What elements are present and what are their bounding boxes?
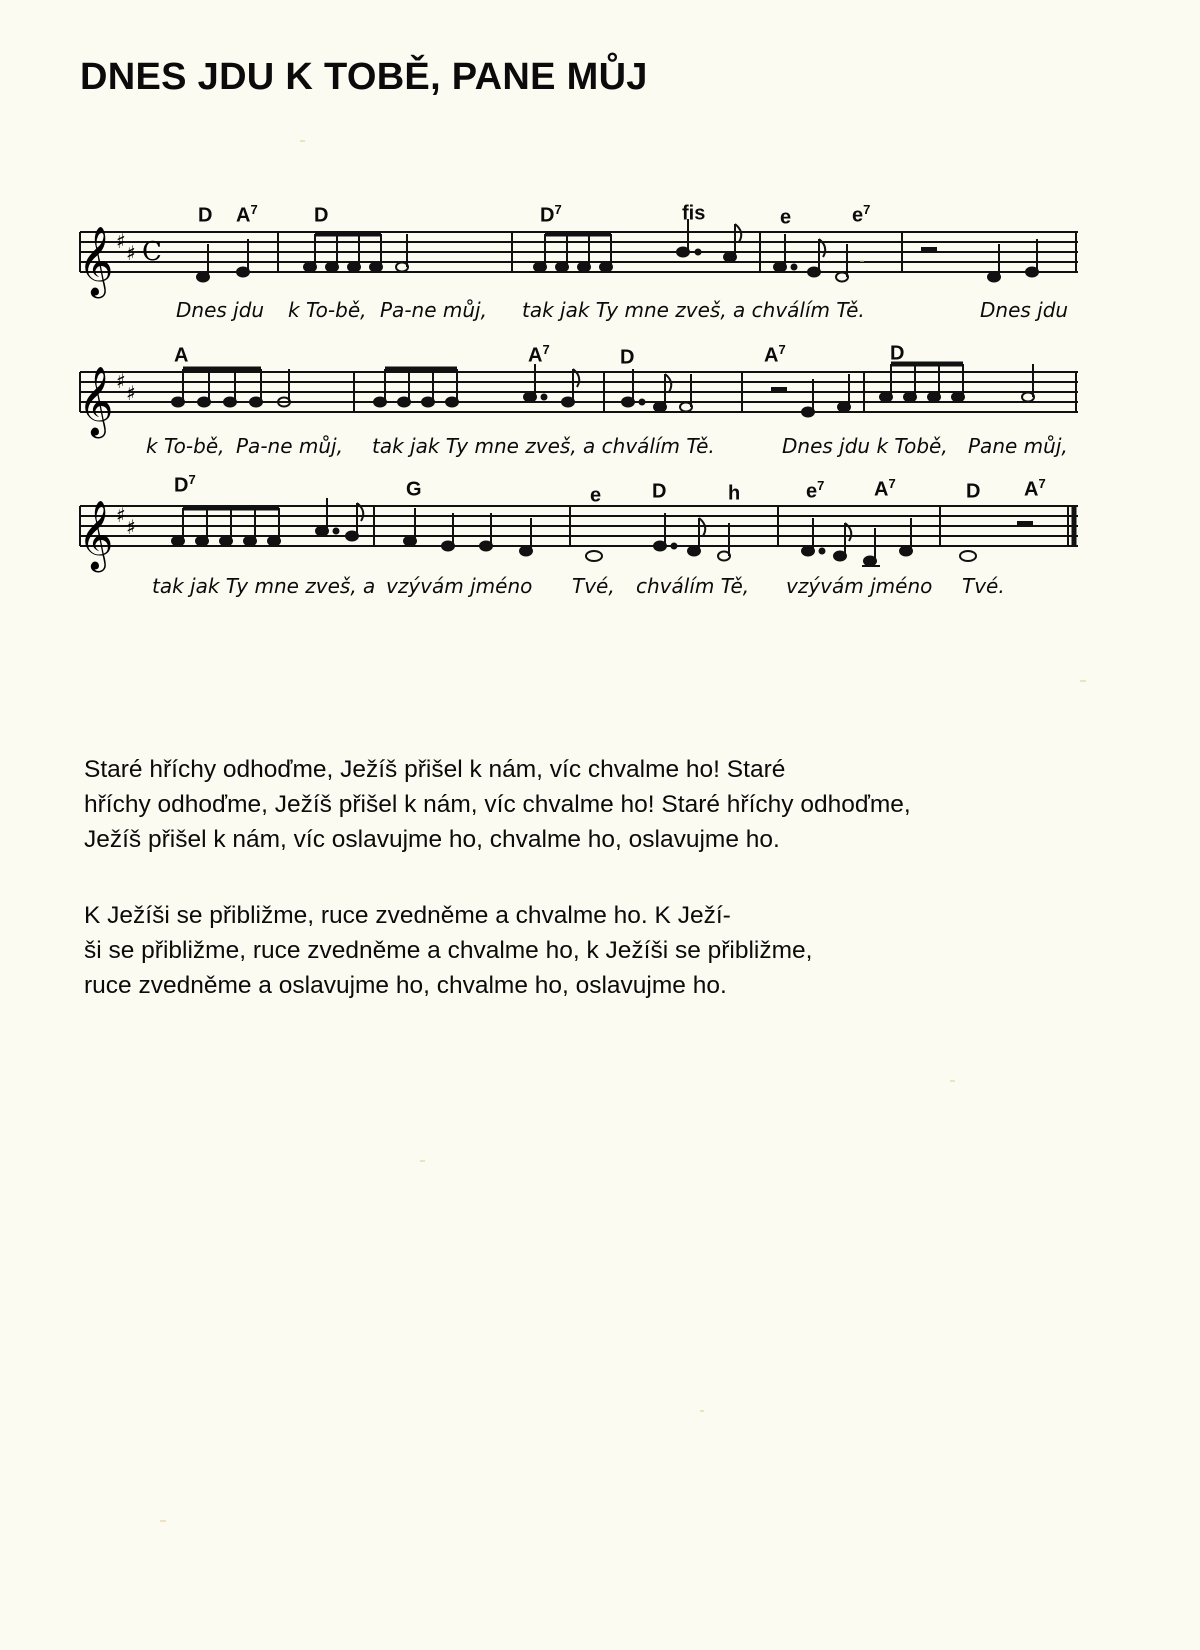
lyric-text: Pa-ne můj, [380, 298, 487, 322]
chord-label: D [198, 204, 213, 227]
paper-speck [700, 1410, 704, 1412]
chord-label: $A^7$ [528, 342, 550, 367]
verse-line: Ježíš přišel k nám, víc oslavujme ho, chvalme ho, oslavujme ho. [84, 826, 780, 853]
paper-speck [950, 1080, 955, 1082]
key-signature-sharp: ♯ [126, 381, 136, 405]
paper-speck [300, 140, 305, 142]
paper-speck [160, 1520, 166, 1522]
lyric-text: vzývám jméno [786, 574, 933, 598]
paper-speck [860, 260, 864, 262]
chord-label: h [728, 482, 741, 505]
verse-line: ši se přibližme, ruce zvedněme a chvalme ho, k Ježíši se přibližme, [84, 937, 813, 964]
lyric-text: Pane můj, [968, 434, 1068, 458]
key-signature-sharp: ♯ [116, 369, 126, 393]
key-signature-sharp: ♯ [116, 229, 126, 253]
treble-clef-icon: 𝄞 [78, 226, 114, 296]
lyric-text: Pa-ne můj, [236, 434, 343, 458]
lyric-text: Dnes jdu [176, 298, 265, 322]
chord-label: D [890, 342, 905, 365]
treble-clef-icon: 𝄞 [78, 366, 114, 436]
music-system-3 [70, 468, 1140, 618]
staff-2 [70, 336, 1140, 486]
chord-label: D [652, 480, 667, 503]
chord-label: $e^7$ [806, 478, 825, 503]
verse-line: Staré hříchy odhoďme, Ježíš přišel k nám, víc chvalme ho! Staré [84, 756, 786, 783]
chord-label: $A^7$ [874, 476, 896, 501]
music-system-2 [70, 336, 1140, 486]
chord-label: G [406, 478, 422, 501]
staff-1 [70, 196, 1140, 346]
paper-speck [420, 1160, 425, 1162]
lyric-text: Tvé, [572, 574, 615, 598]
verse-2 [84, 898, 1174, 1003]
key-signature-sharp: ♯ [126, 241, 136, 265]
lyric-text: chválím Tě, [636, 574, 750, 598]
verse-line: hříchy odhoďme, Ježíš přišel k nám, víc chvalme ho! Staré hříchy odhoďme, [84, 791, 911, 818]
time-signature: C [142, 237, 162, 267]
lyric-text: Dnes jdu k Tobě, [782, 434, 948, 458]
music-system-1 [70, 196, 1140, 346]
key-signature-sharp: ♯ [116, 503, 126, 527]
verse-line: K Ježíši se přibližme, ruce zvedněme a chvalme ho. K Ježí- [84, 902, 731, 929]
chord-label: $D^7$ [540, 202, 562, 227]
song-title: DNES JDU K TOBĚ, PANE MŮJ [80, 56, 648, 98]
lyric-text: k To-bě, [288, 298, 367, 322]
verse-line: ruce zvedněme a oslavujme ho, chvalme ho, oslavujme ho. [84, 972, 727, 999]
chord-label: A [174, 344, 189, 367]
chord-label: $A^7$ [1024, 476, 1046, 501]
chord-label: fis [682, 202, 706, 225]
lyric-text: k To-bě, [146, 434, 225, 458]
chord-label: D [966, 480, 981, 503]
verse-1 [84, 752, 1174, 857]
chord-label: e [780, 206, 792, 229]
chord-label: $D^7$ [174, 472, 196, 497]
chord-label: e [590, 484, 602, 507]
lyric-text: Tvé. [962, 574, 1005, 598]
lyric-text: Dnes jdu [980, 298, 1069, 322]
lyric-text: tak jak Ty mne zveš, a chválím Tě. [522, 298, 865, 322]
lyric-text: tak jak Ty mne zveš, a [152, 574, 376, 598]
paper-speck [1080, 680, 1086, 682]
lyric-text: vzývám jméno [386, 574, 533, 598]
treble-clef-icon: 𝄞 [78, 500, 114, 570]
chord-label: $A^7$ [764, 342, 786, 367]
chord-label: $A^7$ [236, 202, 258, 227]
key-signature-sharp: ♯ [126, 515, 136, 539]
chord-label: $e^7$ [852, 202, 871, 227]
lyric-text: tak jak Ty mne zveš, a chválím Tě. [372, 434, 715, 458]
chord-label: D [620, 346, 635, 369]
chord-label: D [314, 204, 329, 227]
